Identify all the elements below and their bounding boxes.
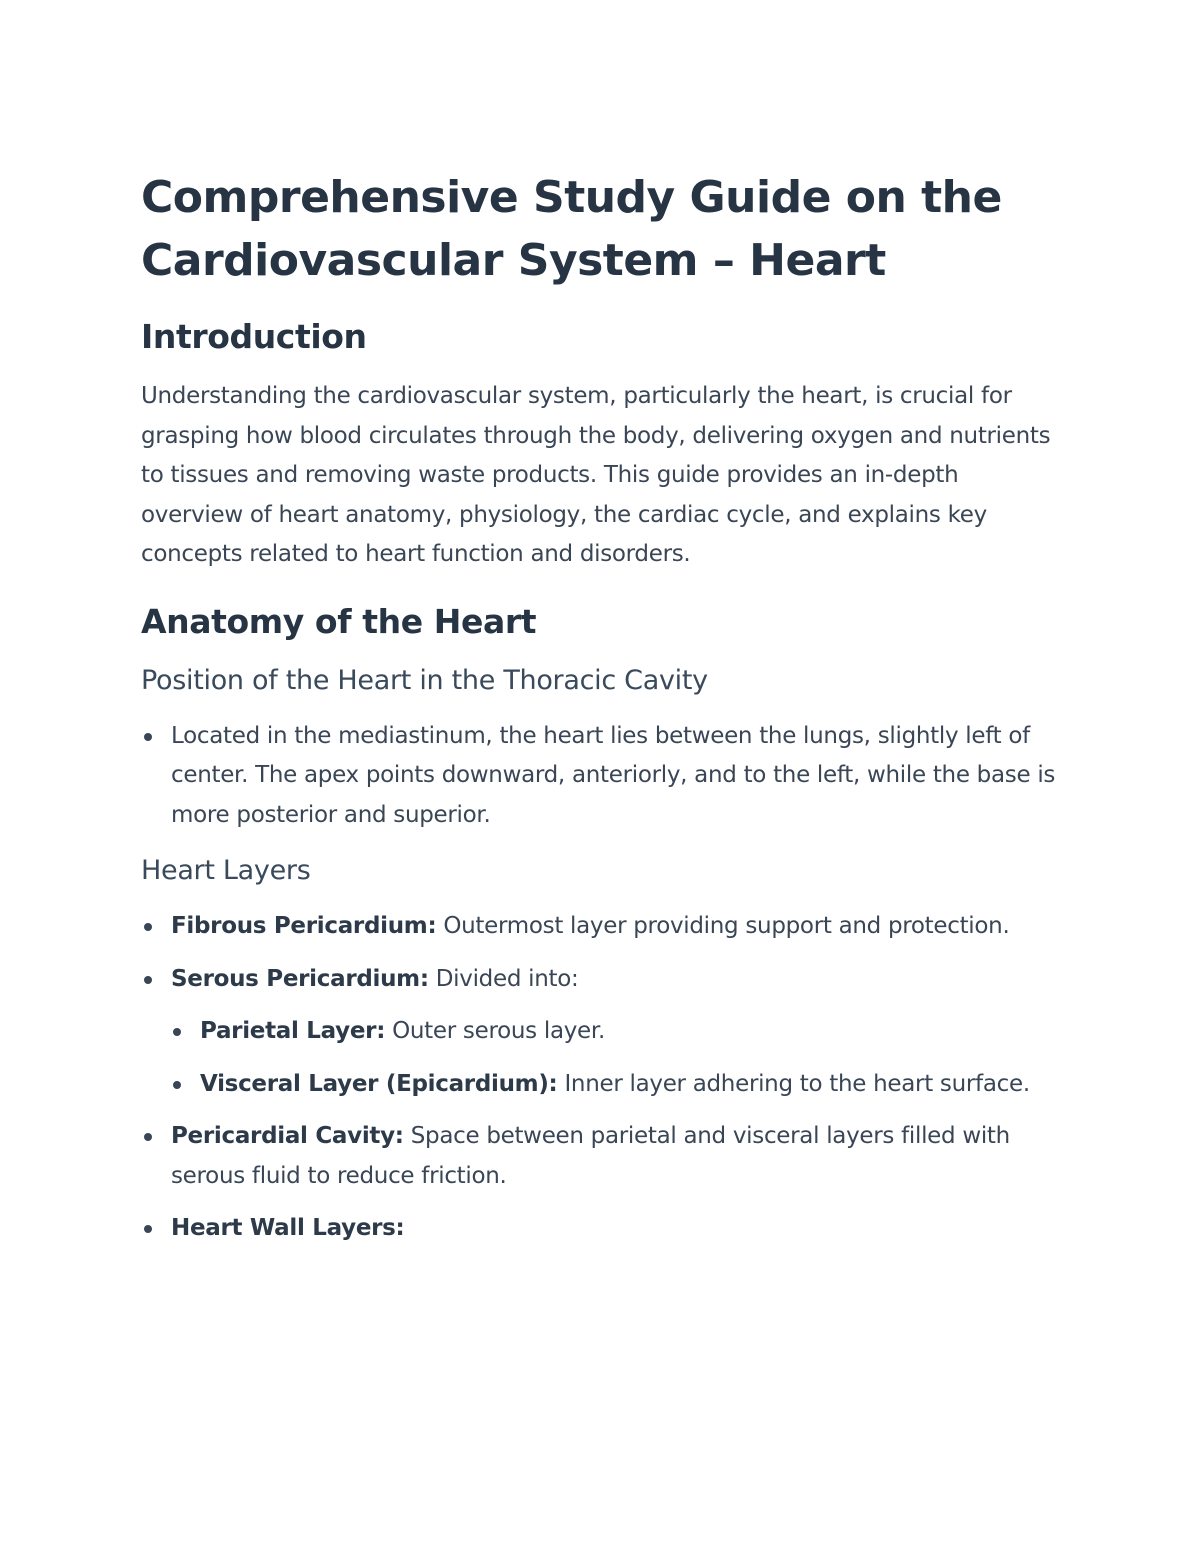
introduction-heading: Introduction [141, 317, 367, 356]
sub-list-item [141, 1065, 1061, 1105]
document-page [141, 166, 1061, 1266]
list-item-term: Serous Pericardium: [171, 965, 429, 992]
list-item [141, 1117, 1061, 1196]
list-item-text: Space between parietal and visceral layers filled with serous fluid to reduce friction. [171, 1123, 1010, 1189]
list-item-term: Visceral Layer (Epicardium): [200, 1070, 558, 1097]
list-item-term: Parietal Layer: [200, 1018, 386, 1044]
list-item-text: Inner layer adhering to the heart surface. [557, 1070, 1030, 1097]
document-title: Comprehensive Study Guide on the Cardiovascular System – Heart [141, 172, 1002, 286]
position-heading: Position of the Heart in the Thoracic Cavity [141, 664, 708, 696]
anatomy-heading: Anatomy of the Heart [141, 601, 537, 641]
introduction-paragraph: Understanding the cardiovascular system, particularly the heart, is crucial for grasping how blood circulates through the body, delivering oxygen and nutrients to tissues and removing waste products. This guide provides an in-depth overview of heart anatomy, physiology, the cardiac cycle, and explains key concepts related to heart function and disorders. [141, 383, 1051, 567]
bullet-icon [173, 1028, 181, 1036]
bullet-icon [144, 923, 152, 931]
list-item [141, 960, 1061, 1000]
list-item-term: Pericardial Cavity: [171, 1123, 404, 1149]
list-item-text: Outer serous layer. [385, 1018, 605, 1044]
list-item-text: Located in the mediastinum, the heart lies between the lungs, slightly left of center. The apex points downward, anteriorly, and to the left, while the base is more posterior and superior. [171, 722, 1056, 828]
bullet-icon [144, 976, 152, 984]
sub-list-item [141, 1012, 1061, 1052]
list-item [141, 907, 1061, 947]
list-item-text: Divided into: [428, 965, 579, 992]
list-item [141, 717, 1061, 836]
bullet-icon [144, 1133, 152, 1141]
bullet-icon [144, 1225, 152, 1233]
layers-heading: Heart Layers [141, 855, 311, 886]
position-list [141, 717, 1061, 836]
layers-list [141, 907, 1061, 1249]
list-item-text: Outermost layer providing support and protection. [436, 913, 1010, 939]
list-item-term: Heart Wall Layers: [171, 1215, 405, 1241]
list-item [141, 1209, 1061, 1249]
bullet-icon [173, 1081, 181, 1089]
list-item-term: Fibrous Pericardium: [171, 913, 437, 939]
bullet-icon [144, 733, 152, 741]
